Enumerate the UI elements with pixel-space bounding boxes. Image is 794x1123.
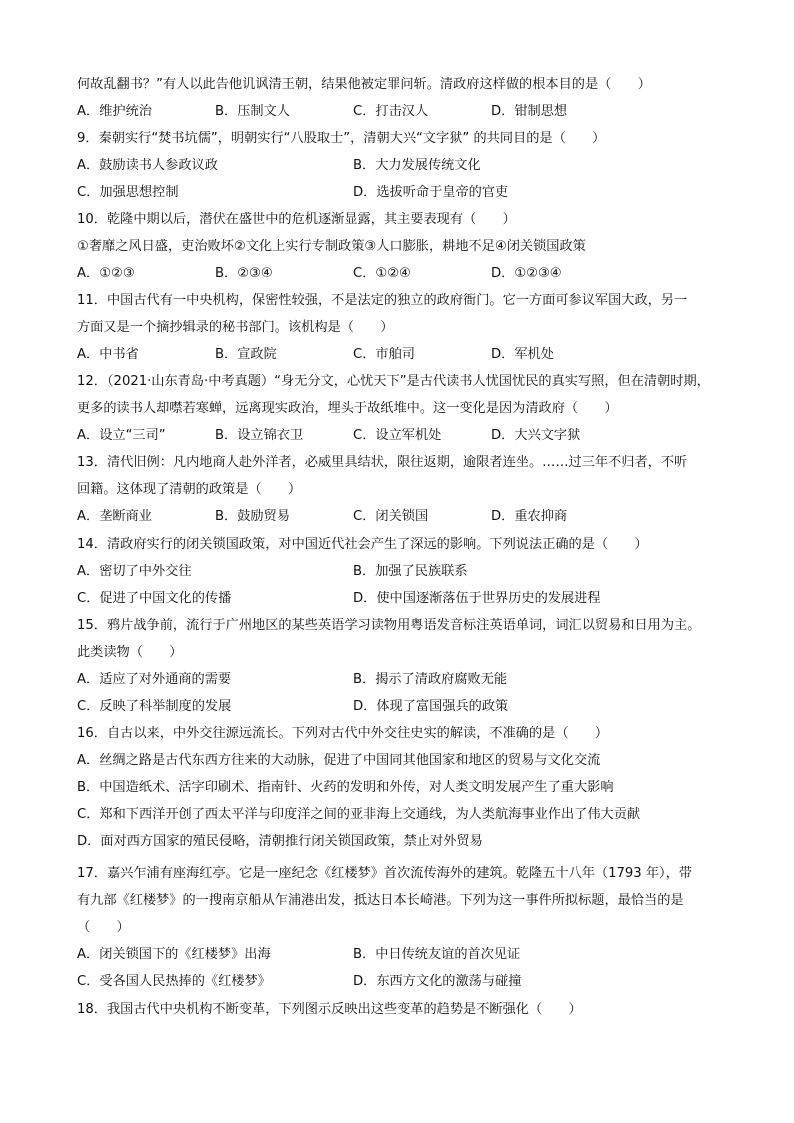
q16-option-a[interactable]: A．丝绸之路是古代东西方往来的大动脉，促进了中国同其他国家和地区的贸易与文化交流 — [77, 753, 601, 768]
question-12-cont: 更多的读书人却噤若寒蝉，远离现实政治，埋头于故纸堆中。这一变化是因为清政府（ ） — [77, 401, 618, 416]
option-b[interactable]: B．大力发展传统文化 — [353, 158, 481, 173]
option-d[interactable]: D．重农抑商 — [491, 509, 568, 524]
question-9: 9．秦朝实行“焚书坑儒”，明朝实行“八股取士”，清朝大兴“文字狱” 的共同目的是（ ） — [77, 131, 606, 146]
question-15: 15．鸦片战争前，流行于广州地区的某些英语学习读物用粤语发音标注英语单词，词汇以贸易和日用为主。 — [77, 618, 701, 633]
question-17-blank: （ ） — [77, 920, 130, 935]
option-d[interactable]: D．钳制思想 — [491, 104, 568, 119]
question-13-cont: 回籍。这体现了清朝的政策是（ ） — [77, 482, 302, 497]
question-16: 16．自古以来，中外交往源远流长。下列对古代中外交往史实的解读，不准确的是（ ） — [77, 726, 609, 741]
question-13: 13．清代旧例：凡内地商人赴外洋者，必威里具结状，限往返期，逾限者连坐。……过三年不归者，不听 — [77, 455, 688, 470]
option-d[interactable]: D．东西方文化的激荡与碰撞 — [353, 974, 522, 989]
option-a[interactable]: A．密切了中外交往 — [77, 564, 192, 579]
option-b[interactable]: B．揭示了清政府腐败无能 — [353, 672, 508, 687]
option-b[interactable]: B．中日传统友谊的首次见证 — [353, 947, 521, 962]
option-a[interactable]: A．垄断商业 — [77, 509, 152, 524]
option-c[interactable]: C．加强思想控制 — [77, 185, 179, 200]
option-c[interactable]: C．反映了科举制度的发展 — [77, 699, 232, 714]
question-17-cont: 有九部《红楼梦》的一搜南京船从乍浦港出发，抵达日本长崎港。下列为这一事件所拟标题，最恰当的是 — [77, 893, 684, 908]
option-a[interactable]: A．鼓励读书人参政议政 — [77, 158, 218, 173]
option-c[interactable]: C．打击汉人 — [353, 104, 429, 119]
option-b[interactable]: B．宣政院 — [215, 347, 277, 362]
option-d[interactable]: D．军机处 — [491, 347, 554, 362]
option-d[interactable]: D．体现了富国强兵的政策 — [353, 699, 509, 714]
option-d[interactable]: D．使中国逐渐落伍于世界历史的发展进程 — [353, 591, 601, 606]
option-d[interactable]: D．大兴文字狱 — [491, 428, 581, 443]
option-a[interactable]: A．①②③ — [77, 266, 135, 281]
option-d[interactable]: D．①②③④ — [491, 266, 562, 281]
option-b[interactable]: B．②③④ — [215, 266, 273, 281]
option-b[interactable]: B．鼓励贸易 — [215, 509, 290, 524]
option-b[interactable]: B．设立锦衣卫 — [215, 428, 304, 443]
q16-option-d[interactable]: D．面对西方国家的殖民侵略，清朝推行闭关锁国政策，禁止对外贸易 — [77, 834, 483, 849]
option-c[interactable]: C．①②④ — [353, 266, 411, 281]
option-d[interactable]: D．选拔听命于皇帝的官吏 — [353, 185, 509, 200]
question-17: 17．嘉兴乍浦有座海红亭。它是一座纪念《红楼梦》首次流传海外的建筑。乾隆五十八年（1793 年），带 — [77, 866, 692, 881]
option-c[interactable]: C．市舶司 — [353, 347, 415, 362]
q16-option-c[interactable]: C．郑和下西洋开创了西太平洋与印度洋之间的亚非海上交通线，为人类航海事业作出了伟大贡献 — [77, 807, 641, 822]
option-a[interactable]: A．设立“三司” — [77, 428, 166, 443]
option-a[interactable]: A．适应了对外通商的需要 — [77, 672, 232, 687]
option-a[interactable]: A．中书省 — [77, 347, 139, 362]
option-c[interactable]: C．闭关锁国 — [353, 509, 429, 524]
option-b[interactable]: B．压制文人 — [215, 104, 290, 119]
question-11: 11．中国古代有一中央机构，保密性较强，不是法定的独立的政府衙门。它一方面可参议军国大政，另一 — [77, 293, 688, 308]
option-a[interactable]: A．闭关锁国下的《红楼梦》出海 — [77, 947, 271, 962]
q16-option-b[interactable]: B．中国造纸术、活字印刷术、指南针、火药的发明和外传，对人类文明发展产生了重大影响 — [77, 780, 614, 795]
question-10-items: ①奢靡之风日盛，吏治败坏②文化上实行专制政策③人口膨胀，耕地不足④闭关锁国政策 — [77, 239, 586, 254]
question-18: 18．我国古代中央机构不断变革，下列图示反映出这些变革的趋势是不断强化（ ） — [77, 1002, 582, 1017]
option-c[interactable]: C．促进了中国文化的传播 — [77, 591, 232, 606]
question-12: 12．（2021·山东青岛·中考真题）“身无分文，心忧天下”是古代读书人忧国忧民的真实写照，但在清朝时期， — [77, 374, 710, 389]
question-10: 10．乾隆中期以后，潜伏在盛世中的危机逐渐显露，其主要表现有（ ） — [77, 212, 516, 227]
option-b[interactable]: B．加强了民族联系 — [353, 564, 468, 579]
option-c[interactable]: C．设立军机处 — [353, 428, 442, 443]
question-14: 14．清政府实行的闭关锁国政策，对中国近代社会产生了深远的影响。下列说法正确的是（ ） — [77, 537, 648, 552]
option-c[interactable]: C．受各国人民热捧的《红楼梦》 — [77, 974, 271, 989]
question-8-stem-end: 何故乱翻书？”有人以此告他讥讽清王朝，结果他被定罪问斩。清政府这样做的根本目的是（ ） — [77, 77, 651, 92]
question-15-cont: 此类读物（ ） — [77, 645, 183, 660]
question-11-cont: 方面又是一个摘抄辑录的秘书部门。该机构是（ ） — [77, 320, 394, 335]
option-a[interactable]: A．维护统治 — [77, 104, 152, 119]
